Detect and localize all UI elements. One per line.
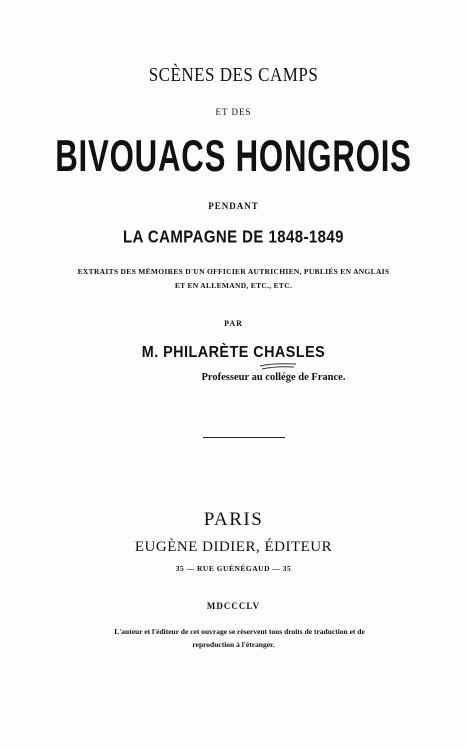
extract-line-2: ET EN ALLEMAND, ETC., ETC. (174, 281, 293, 290)
par-label: PAR (224, 319, 243, 328)
divider-rule (203, 437, 285, 438)
rights-line-1: L'auteur et l'éditeur de cet ouvrage se réservent tous droits de traduction et de (114, 627, 365, 636)
author-title: Professeur au collége de France. (201, 372, 346, 383)
rights-line-2: reproduction à l'étranger. (192, 640, 275, 649)
imprint-address: 35 — RUE GUÉNÉGAUD — 35 (175, 564, 292, 573)
extract-line-1: EXTRAITS DES MÉMOIRES D'UN OFFICIER AUTRICHIEN, PUBLIÉS EN ANGLAIS (77, 267, 390, 276)
main-title: BIVOUACS HONGROIS (55, 131, 412, 182)
imprint-year: MDCCCLV (206, 601, 261, 611)
imprint-publisher: EUGÈNE DIDIER, ÉDITEUR (134, 539, 333, 555)
title-line-2: ET DES (215, 107, 252, 117)
campaign-title: LA CAMPAGNE DE 1848-1849 (123, 226, 344, 247)
title-line-1: SCÈNES DES CAMPS (148, 63, 319, 86)
author-name: M. PHILARÈTE CHASLES (141, 344, 326, 361)
title-line-pendant: PENDANT (208, 201, 259, 211)
handwritten-mark-icon (258, 362, 298, 372)
imprint-city: PARIS (203, 509, 264, 530)
